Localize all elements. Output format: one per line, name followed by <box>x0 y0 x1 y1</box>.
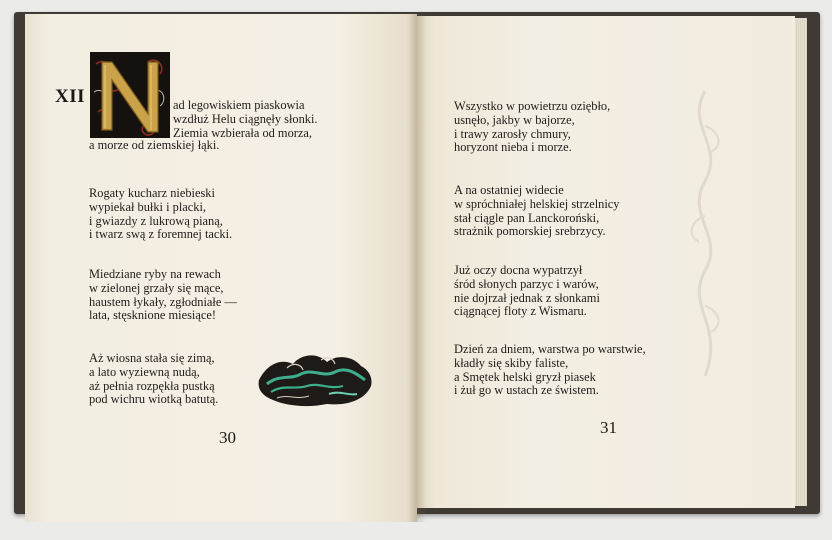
stanza-line: haustem łykały, zgłodniałe — <box>89 294 237 309</box>
stanza-line: a lato wyziewną nudą, <box>89 364 200 379</box>
left-stanza-1 <box>173 99 318 140</box>
stanza-line: Wszystko w powietrzu oziębło, <box>454 99 611 113</box>
decorative-initial-n <box>90 52 170 138</box>
stanza-line: Rogaty kucharz niebieski <box>89 186 215 200</box>
stanza-line: nie dojrzał jednak z słonkami <box>454 290 600 305</box>
wave-vignette <box>257 350 375 408</box>
right-stanza-4 <box>454 343 646 398</box>
stanza-line: kładły się skiby faliste, <box>454 355 569 370</box>
stanza-line: i trawy zarosły chmury, <box>454 126 571 141</box>
left-stanza-1-tail <box>89 139 219 153</box>
stanza-line: aż pełnia rozpękła pustką <box>89 378 215 393</box>
stanza-line: wzdłuż Helu ciągnęły słonki. <box>173 111 318 126</box>
right-stanza-3 <box>454 264 600 319</box>
stanza-line: ad legowiskiem piaskowia <box>173 98 305 112</box>
page-edges <box>795 18 807 506</box>
stanza-line: horyzont nieba i morze. <box>454 140 572 155</box>
spine-gutter <box>408 14 426 522</box>
stanza-line: śród słonych parzyc i warów, <box>454 276 599 291</box>
stanza-line: stał ciągle pan Lanckoroński, <box>454 210 600 225</box>
left-stanza-3 <box>89 268 237 323</box>
stanza-line: i żuł go w ustach ze świstem. <box>454 383 599 398</box>
stanza-line: A na ostatniej widecie <box>454 183 564 197</box>
stanza-line: a morze od ziemskiej łąki. <box>89 138 220 152</box>
stanza-line: i gwiazdy z lukrową pianą, <box>89 213 223 228</box>
right-stanza-2 <box>454 184 620 239</box>
stanza-line: strażnik pomorskiej srebrzycy. <box>454 224 606 239</box>
left-stanza-4 <box>89 352 218 407</box>
stanza-line: i twarz swą z foremnej tacki. <box>89 227 233 242</box>
stanza-line: Aż wiosna stała się zimą, <box>89 351 215 365</box>
stanza-line: Ziemia wzbierała od morza, <box>173 125 312 140</box>
stanza-line: usnęło, jakby w bajorze, <box>454 112 575 127</box>
chapter-numeral: XII <box>55 86 86 107</box>
stanza-line: w zielonej grzały się mące, <box>89 280 224 295</box>
stanza-line: ciągnącej floty z Wismaru. <box>454 304 587 319</box>
stanza-line: Dzień za dniem, warstwa po warstwie, <box>454 342 646 356</box>
stanza-line: wypiekał bułki i placki, <box>89 199 206 214</box>
stanza-line: w spróchniałej helskiej strzelnicy <box>454 196 620 211</box>
stanza-line: pod wichru wiotką batutą. <box>89 392 219 407</box>
stanza-line: Już oczy docna wypatrzył <box>454 263 583 277</box>
right-stanza-1 <box>454 100 610 155</box>
show-through-ornament <box>675 86 735 386</box>
page-number-left: 30 <box>219 428 236 447</box>
left-stanza-2 <box>89 187 232 242</box>
stanza-line: a Smętek helski gryzł piasek <box>454 369 596 384</box>
page-number-right: 31 <box>600 418 617 437</box>
stanza-line: lata, stęsknione miesiące! <box>89 308 216 323</box>
stanza-line: Miedziane ryby na rewach <box>89 267 221 281</box>
